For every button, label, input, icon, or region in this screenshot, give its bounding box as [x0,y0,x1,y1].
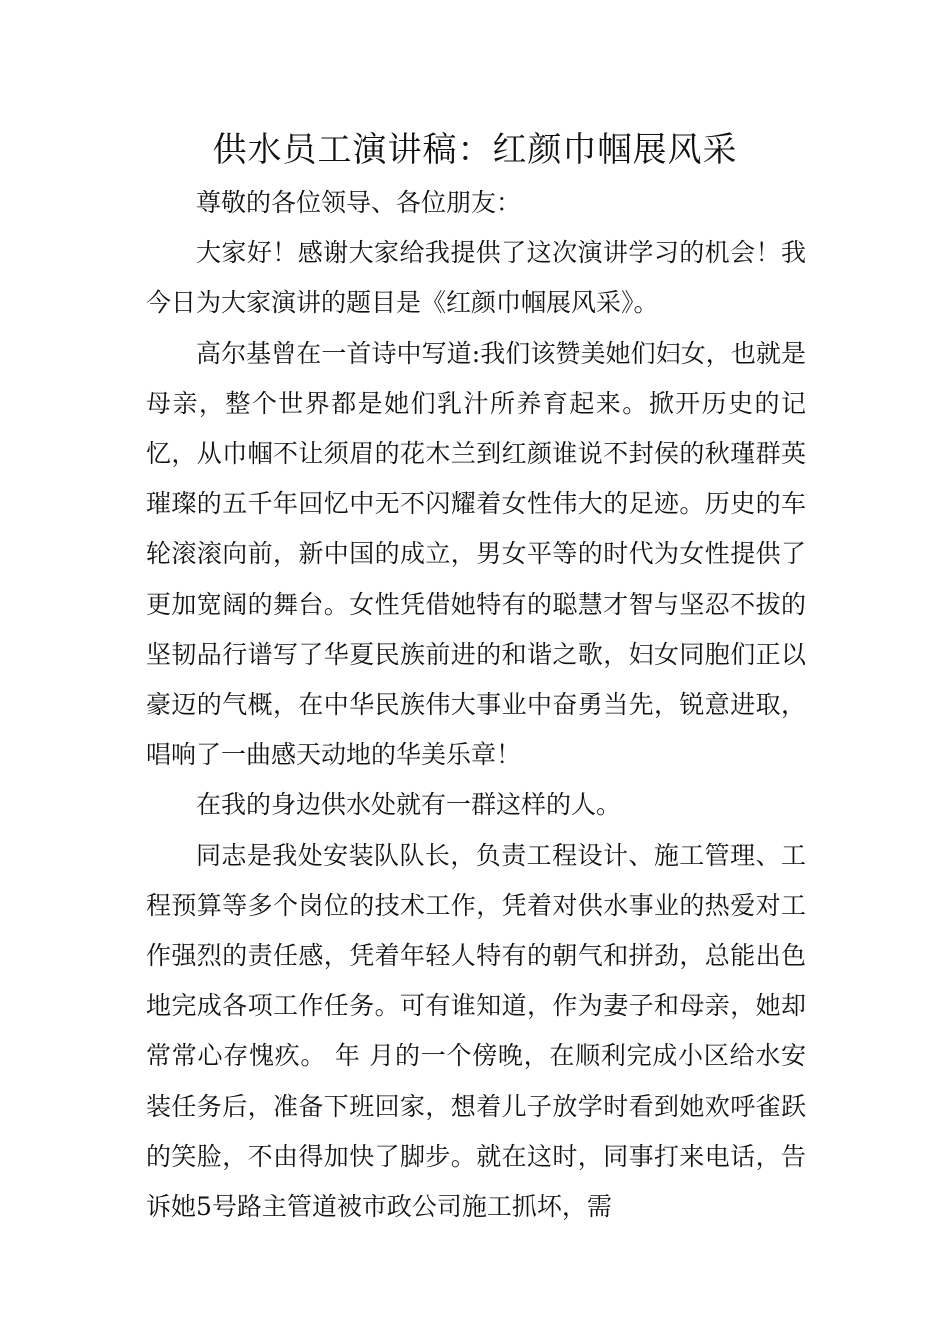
paragraph-intro-people: 在我的身边供水处就有一群这样的人。 [196,790,622,820]
paragraph-greeting: 大家好！感谢大家给我提供了这次演讲学习的机会！我今日为大家演讲的题目是《红颜巾帼展风采》。 [146,238,806,318]
document-body [146,178,806,1232]
paragraph-story: 同志是我处安装队队长，负责工程设计、施工管理、工程预算等多个岗位的技术工作，凭着对供水事业的热爱对工作强烈的责任感，凭着年轻人特有的朝气和拼劲，总能出色地完成各项工作任务。可有谁知道，作为妻子和母亲，她却常常心存愧疚。 年 月的一个傍晚，在顺利完成小区给水安装任务后，准备下班回家，想着儿子放学时看到她欢呼雀跃的笑脸，不由得加快了脚步。就在这时，同事打来电话，告诉她5号路主管道被市政公司施工抓坏，需 [146,840,806,1222]
paragraph-salutation: 尊敬的各位领导、各位朋友： [196,188,522,217]
document-title: 供水员工演讲稿：红颜巾帼展风采 [212,130,738,170]
paragraph-history: 高尔基曾在一首诗中写道:我们该赞美她们妇女，也就是母亲，整个世界都是她们乳汁所养育起来。掀开历史的记忆，从巾帼不让须眉的花木兰到红颜谁说不封侯的秋瑾群英璀璨的五千年回忆中无不闪耀着女性伟大的足迹。历史的车轮滚滚向前，新中国的成立，男女平等的时代为女性提供了更加宽阔的舞台。女性凭借她特有的聪慧才智与坚忍不拔的坚韧品行谱写了华夏民族前进的和谐之歌，妇女同胞们正以豪迈的气概，在中华民族伟大事业中奋勇当先，锐意进取，唱响了一曲感天动地的华美乐章！ [146,338,806,770]
